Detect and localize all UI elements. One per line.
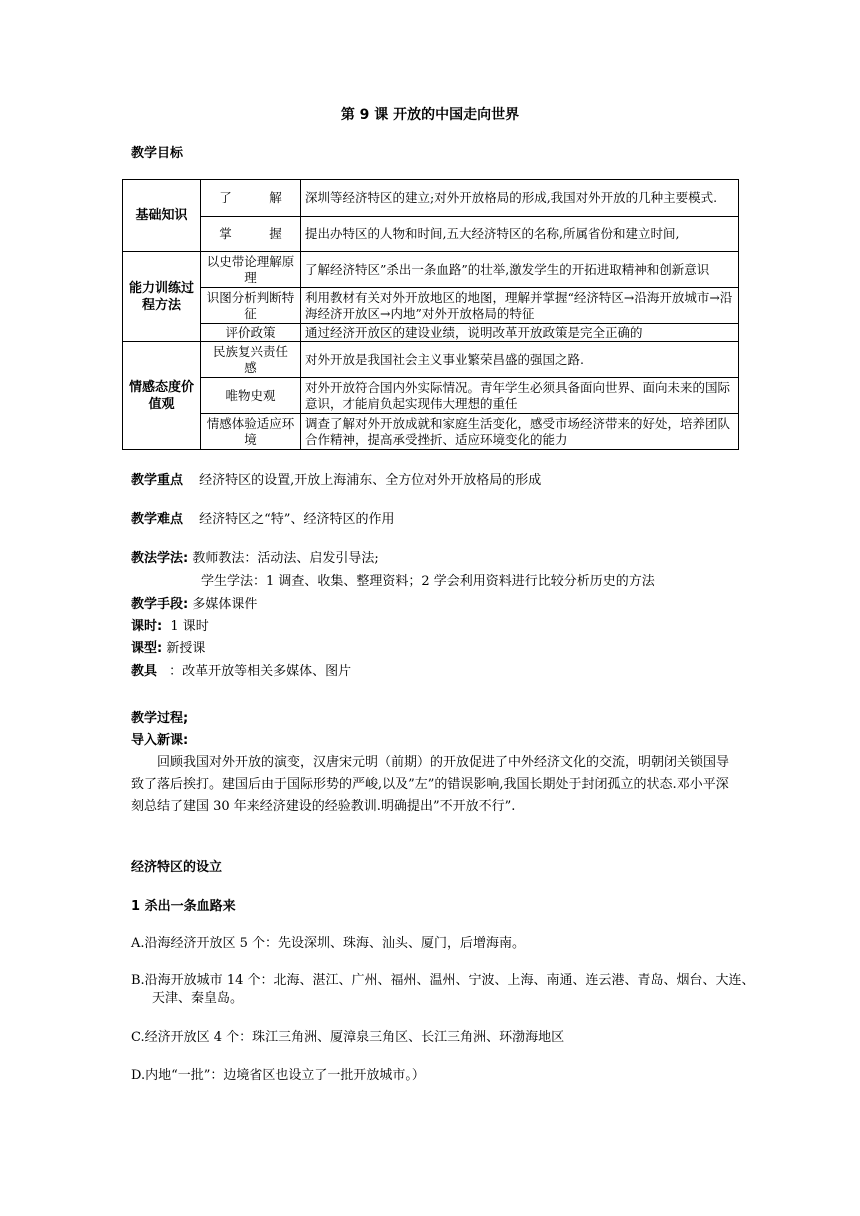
key-point-line [131, 472, 541, 490]
table-row [123, 324, 739, 342]
lesson-type-label: 课型: [131, 641, 163, 656]
subcategory-cell: 情感体验适应环境 [201, 414, 301, 450]
lesson-type-text: 新授课 [166, 641, 206, 656]
list-item: C.经济开放区 4 个：珠江三角洲、厦漳泉三角区、长江三角洲、环渤海地区 [131, 1030, 565, 1045]
subcategory-cell: 评价政策 [201, 324, 301, 342]
teacher-method: 教师教法：活动法、启发引导法; [192, 551, 379, 566]
key-point-label: 教学重点 [131, 473, 184, 488]
difficulty-label: 教学难点 [131, 512, 184, 527]
means-line [131, 596, 257, 614]
description-cell: 提出办特区的人物和时间,五大经济特区的名称,所属省份和建立时间, [301, 217, 739, 252]
subcategory-cell: 掌 握 [201, 217, 301, 252]
student-method: 学生学法：1 调查、收集、整理资料；2 学会利用资料进行比较分析历史的方法 [201, 574, 655, 589]
list-item: B.沿海开放城市 14 个：北海、湛江、广州、福州、温州、宁波、上海、南通、连云港、青岛、烟台、大连、天津、秦皇岛。 [131, 973, 755, 1006]
subcategory-cell: 唯物史观 [201, 378, 301, 414]
table-row [123, 378, 739, 414]
description-cell: 调查了解对外开放成就和家庭生活变化，感受市场经济带来的好处，培养团队合作精神，提高承受挫折、适应环境变化的能力 [301, 414, 739, 450]
hours-text: 1 课时 [170, 619, 209, 634]
description-cell: 对外开放是我国社会主义事业繁荣昌盛的强国之路. [301, 342, 739, 378]
category-cell: 能力训练过程方法 [123, 252, 201, 342]
section-heading: 经济特区的设立 [131, 860, 223, 875]
tools-text: ：改革开放等相关多媒体、图片 [169, 664, 352, 679]
tools-line [131, 663, 351, 681]
teaching-goals-heading: 教学目标 [131, 146, 184, 161]
page-title: 第 9 课 开放的中国走向世界 [340, 107, 520, 123]
lesson-type-line [131, 640, 205, 658]
list-item: D.内地“一批”：边境省区也设立了一批开放城市。） [131, 1068, 425, 1083]
means-text: 多媒体课件 [192, 597, 258, 612]
means-label: 教学手段: [131, 597, 189, 612]
subcategory-cell: 识图分析判断特征 [201, 288, 301, 324]
methods-label: 教法学法: [131, 551, 189, 566]
category-cell: 基础知识 [123, 180, 201, 252]
description-cell: 了解经济特区”杀出一条血路”的壮举,激发学生的开拓进取精神和创新意识 [301, 252, 739, 288]
difficulty-text: 经济特区之“特”、经济特区的作用 [199, 512, 395, 527]
subcategory-cell: 了 解 [201, 180, 301, 217]
table-row [123, 342, 739, 378]
category-cell: 情感态度价值观 [123, 342, 201, 450]
tools-label: 教具 [131, 664, 158, 679]
description-cell: 利用教材有关对外开放地区的地图，理解并掌握“经济特区→沿海开放城市→沿海经济开放区→内地”对外开放格局的特征 [301, 288, 739, 324]
table-row [123, 288, 739, 324]
description-cell: 对外开放符合国内外实际情况。青年学生必须具备面向世界、面向未来的国际意识，才能肩负起实现伟大理想的重任 [301, 378, 739, 414]
methods-line [131, 550, 379, 568]
key-point-text: 经济特区的设置,开放上海浦东、全方位对外开放格局的形成 [199, 473, 542, 488]
subsection-heading: 1 杀出一条血路来 [131, 899, 236, 914]
process-heading: 教学过程; [131, 711, 189, 726]
list-item: A.沿海经济开放区 5 个：先设深圳、珠海、汕头、厦门，后增海南。 [131, 936, 526, 951]
subcategory-cell: 以史带论理解原理 [201, 252, 301, 288]
hours-line [131, 618, 209, 636]
description-cell: 深圳等经济特区的建立;对外开放格局的形成,我国对外开放的几种主要模式. [301, 180, 739, 217]
difficulty-line [131, 511, 394, 529]
description-cell: 通过经济开放区的建设业绩，说明改革开放政策是完全正确的 [301, 324, 739, 342]
table-row [123, 217, 739, 252]
table-row [123, 252, 739, 288]
table-row [123, 180, 739, 217]
table-row [123, 414, 739, 450]
subcategory-cell: 民族复兴责任 感 [201, 342, 301, 378]
teaching-goals-table [122, 179, 739, 450]
intro-heading: 导入新课: [131, 733, 189, 748]
hours-label: 课时: [131, 619, 163, 634]
intro-paragraph: 回顾我国对外开放的演变，汉唐宋元明（前期）的开放促进了中外经济文化的交流，明朝闭关锁国导致了落后挨打。建国后由于国际形势的严峻,以及”左”的错误影响,我国长期处于封闭孤立的状态.邓小平深刻总结了建国 30 年来经济建设的经验教训.明确提出”不开放不行”. [131, 755, 730, 814]
